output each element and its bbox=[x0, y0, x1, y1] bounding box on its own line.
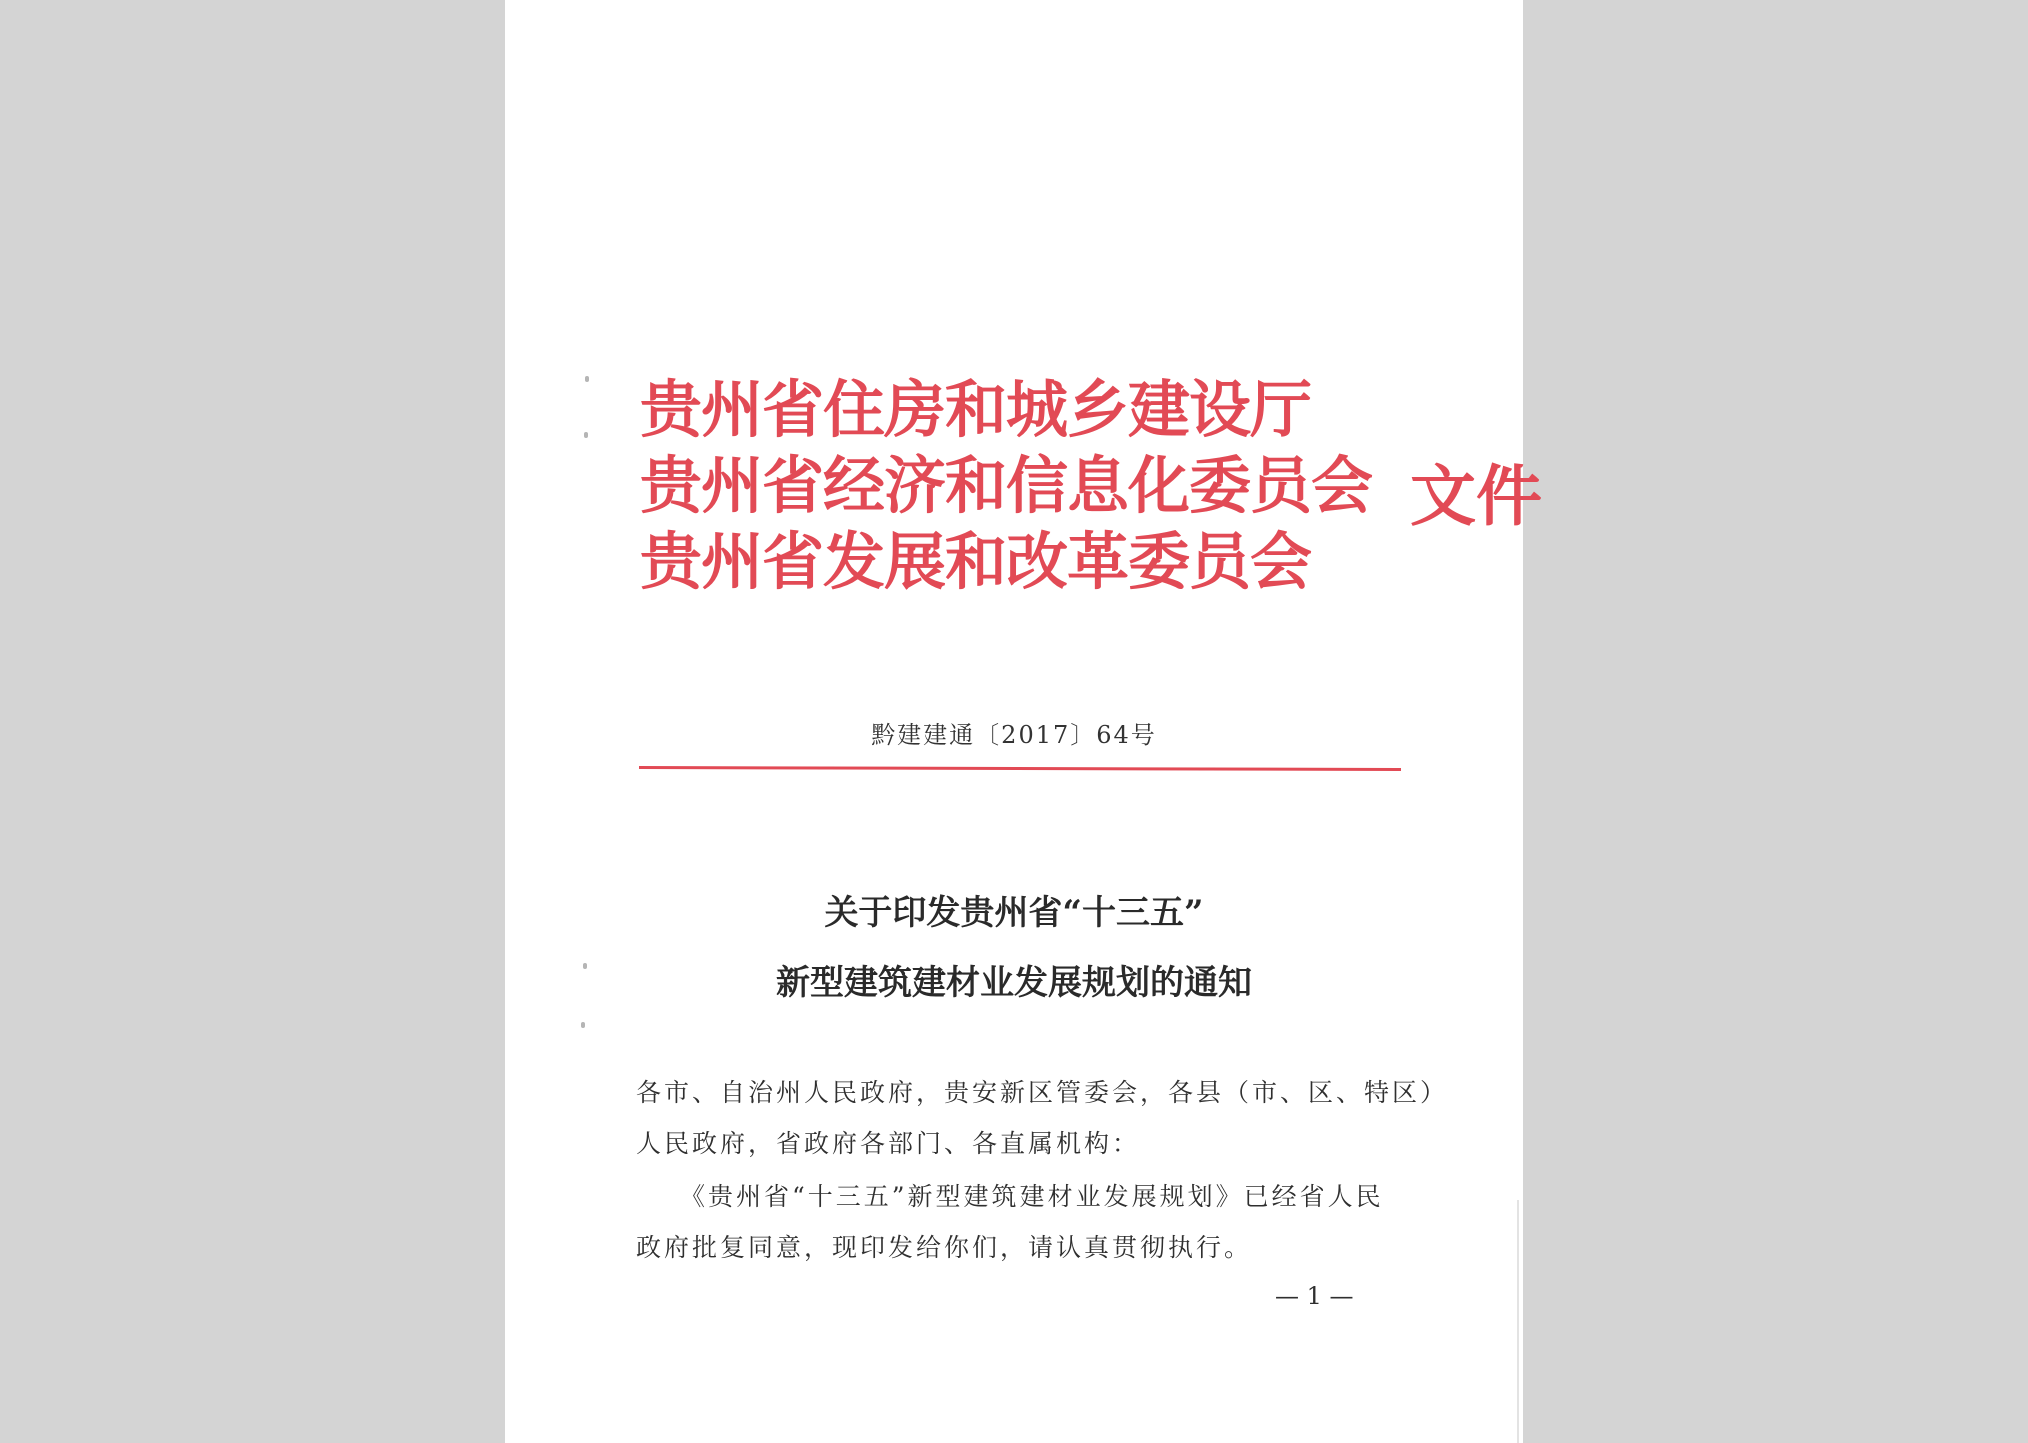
scan-speck bbox=[581, 1022, 585, 1028]
document-page bbox=[505, 0, 1542, 1443]
body-paragraph-line: 政府批复同意，现印发给你们，请认真贯彻执行。 bbox=[636, 1233, 1253, 1262]
document-type-label: 文件 bbox=[1410, 457, 1542, 535]
document-number: 黔建建通〔2017〕64号 bbox=[871, 721, 1157, 749]
scan-edge-line bbox=[1517, 1200, 1519, 1443]
scan-speck bbox=[585, 376, 589, 382]
scan-speck bbox=[584, 432, 588, 438]
issuer-header bbox=[640, 372, 1542, 612]
addressee-line: 各市、自治州人民政府，贵安新区管委会，各县（市、区、特区） bbox=[636, 1078, 1449, 1107]
issuer-name: 贵州省发展和改革委员会 bbox=[640, 525, 1312, 598]
body-paragraph-line: 《贵州省“十三五”新型建筑建材业发展规划》已经省人民 bbox=[680, 1182, 1384, 1211]
document-title: 关于印发贵州省“十三五” bbox=[824, 893, 1204, 933]
page-number: — 1 — bbox=[1275, 1282, 1354, 1310]
addressee-line: 人民政府，省政府各部门、各直属机构： bbox=[636, 1129, 1141, 1158]
issuer-name: 贵州省经济和信息化委员会 bbox=[640, 449, 1373, 522]
document-title: 新型建筑建材业发展规划的通知 bbox=[776, 963, 1252, 1003]
red-divider-line bbox=[639, 766, 1401, 771]
issuer-name: 贵州省住房和城乡建设厅 bbox=[640, 373, 1312, 446]
